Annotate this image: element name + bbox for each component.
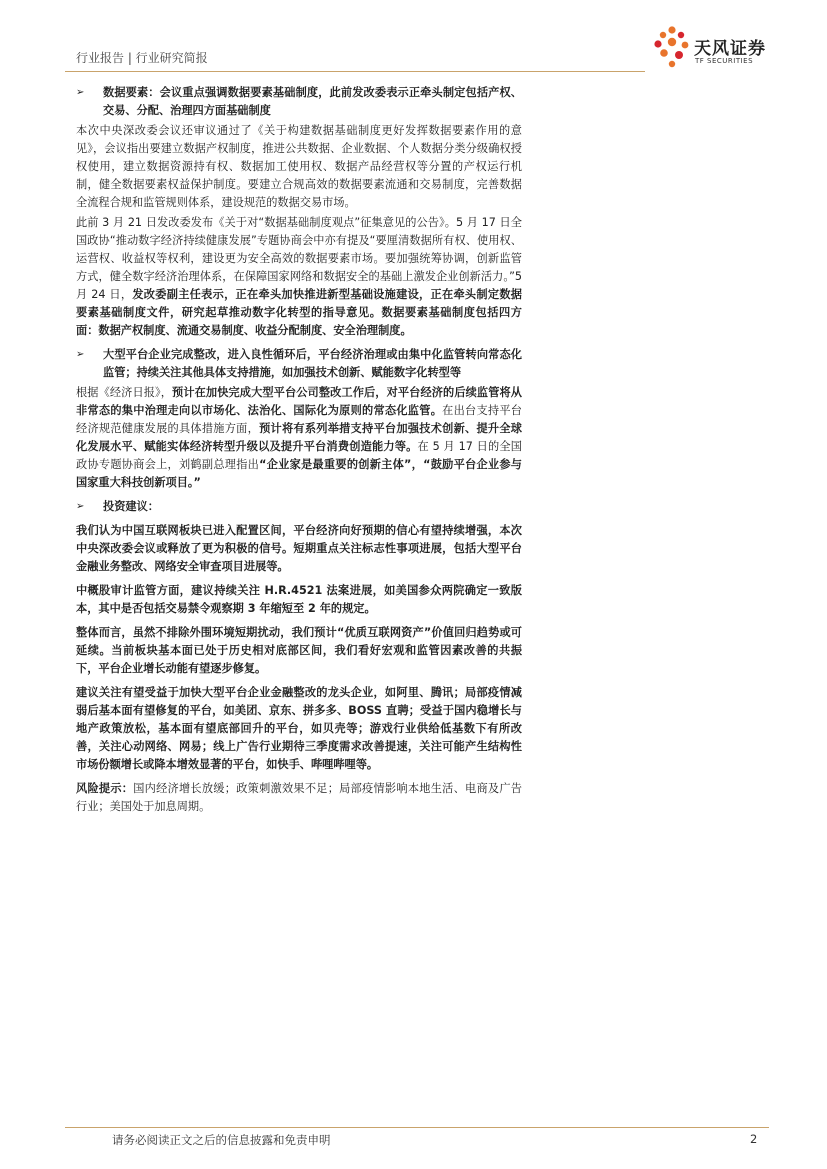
text-run: 在 5 月 17 日的全国政协专题协商会上，刘鹤副总理指出 — [76, 440, 522, 471]
logo-text-en: TF SECURITIES — [695, 57, 754, 65]
bullet-arrow-icon: ➢ — [76, 87, 85, 98]
paragraph: 本次中央深改委会议还审议通过了《关于构建数据基础制度更好发挥数据要素作用的意见》，会议指出要建立数据产权制度，推进公共数据、企业数据、个人数据分类分级确权授权使用，建立数据资源持有权、数据加工使用权、数据产品经营权等分置的产权运行机制，健全数据要素权益保护制度。要建立合规高效的数据要素流通和交易制度，完善数据全流程合规和监管规则体系，建设规范的数据交易市场。 — [76, 124, 522, 209]
bold-run: “企业家是最重要的创新主体”，“鼓励平台企业参与国家重大科技创新项目。” — [76, 458, 522, 489]
paragraph — [76, 624, 522, 678]
risk-text: 国内经济增长放缓；政策刺激效果不足；局部疫情影响本地生活、电商及广告行业；美国处于加息周期。 — [76, 782, 522, 813]
risk-label: 风险提示： — [76, 782, 134, 795]
company-logo — [652, 24, 802, 74]
heading-text: 大型平台企业完成整改，进入良性循环后，平台经济治理或由集中化监管转向常态化监管；持续关注其他具体支持措施，如加强技术创新、赋能数字化转型等 — [103, 348, 522, 379]
report-body — [76, 84, 522, 818]
bold-run: 预计将有系列举措支持平台加强技术创新、提升全球化发展水平、赋能实体经济转型升级以及提升平台消费创造能力等。 — [76, 422, 522, 453]
heading-text: 数据要素：会议重点强调数据要素基础制度，此前发改委表示正牵头制定包括产权、交易、分配、治理四方面基础制度 — [103, 86, 522, 117]
paragraph — [76, 384, 522, 492]
bold-run: 发改委副主任表示，正在牵头加快推进新型基础设施建设，正在牵头制定数据要素基础制度文件，研究起草推动数字化转型的指导意见。数据要素基础制度包括四方面：数据产权制度、流通交易制度、收益分配制度、安全治理制度。 — [76, 288, 522, 337]
header-divider — [65, 71, 645, 72]
bold-run: 建议关注有望受益于加快大型平台企业金融整改的龙头企业，如阿里、腾讯；局部疫情减弱后基本面有望修复的平台，如美团、京东、拼多多、BOSS 直聘；受益于国内稳增长与地产政策放松，基本面有望底部回升的平台，如贝壳等；游戏行业供给低基数下有所改善，关注心动网络、网易；线上广告行业期待三季度需求改善提速，关注可能产生结构性市场份额增长或降本增效显著的平台，如快手、哔哩哔哩等。 — [76, 686, 522, 771]
bold-run: 我们认为中国互联网板块已进入配置区间，平台经济向好预期的信心有望持续增强，本次中央深改委会议或释放了更为积极的信号。短期重点关注标志性事项进展，包括大型平台金融业务整改、网络安全审查项目进展等。 — [76, 524, 522, 573]
heading-text: 投资建议： — [103, 500, 159, 513]
report-breadcrumb: 行业报告 | 行业研究简报 — [76, 51, 208, 65]
paragraph — [76, 582, 522, 618]
section-heading-platform — [76, 346, 522, 382]
text-run: 此前 3 月 21 日发改委发布《关于对“数据基础制度观点”征集意见的公告》。5 月 17 日全国政协“推动数字经济持续健康发展”专题协商会中亦有提及“要厘清数据所有权、使用权、运营权、收益权等权利，建设更为安全高效的数据要素市场。要加强统筹协调，创新监管方式，健全数字经济治理体系，在保障国家网络和数据安全的基础上激发企业创新活力。”5 月 24 日， — [76, 216, 522, 301]
section-heading-data — [76, 84, 522, 120]
text-run: 在出台支持平台经济规范健康发展的具体措施方面， — [76, 404, 522, 435]
paragraph — [76, 214, 522, 340]
footer-divider — [65, 1127, 769, 1128]
bold-run: 整体而言，虽然不排除外围环境短期扰动，我们预计“优质互联网资产”价值回归趋势或可延续。当前板块基本面已处于历史相对底部区间，我们看好宏观和监管因素改善的共振下，平台企业增长动能有望逐步修复。 — [76, 626, 522, 675]
bold-run: 预计在加快完成大型平台公司整改工作后，对平台经济的后续监管将从非常态的集中治理走向以市场化、法治化、国际化为原则的常态化监管。 — [76, 386, 522, 417]
risk-paragraph — [76, 780, 522, 816]
logo-text-cn: 天风证券 — [694, 39, 766, 59]
footer-disclaimer: 请务必阅读正文之后的信息披露和免责申明 — [112, 1133, 331, 1147]
logo-mark-icon — [652, 24, 692, 70]
bold-run: 中概股审计监管方面，建议持续关注 H.R.4521 法案进展，如美国参众两院确定一致版本，其中是否包括交易禁令观察期 3 年缩短至 2 年的规定。 — [76, 584, 522, 615]
paragraph — [76, 522, 522, 576]
bullet-arrow-icon: ➢ — [76, 349, 85, 360]
bullet-arrow-icon: ➢ — [76, 501, 85, 512]
paragraph — [76, 684, 522, 774]
section-heading-investment — [76, 498, 522, 516]
text-run: 根据《经济日报》， — [76, 386, 173, 399]
page-number: 2 — [750, 1132, 758, 1146]
